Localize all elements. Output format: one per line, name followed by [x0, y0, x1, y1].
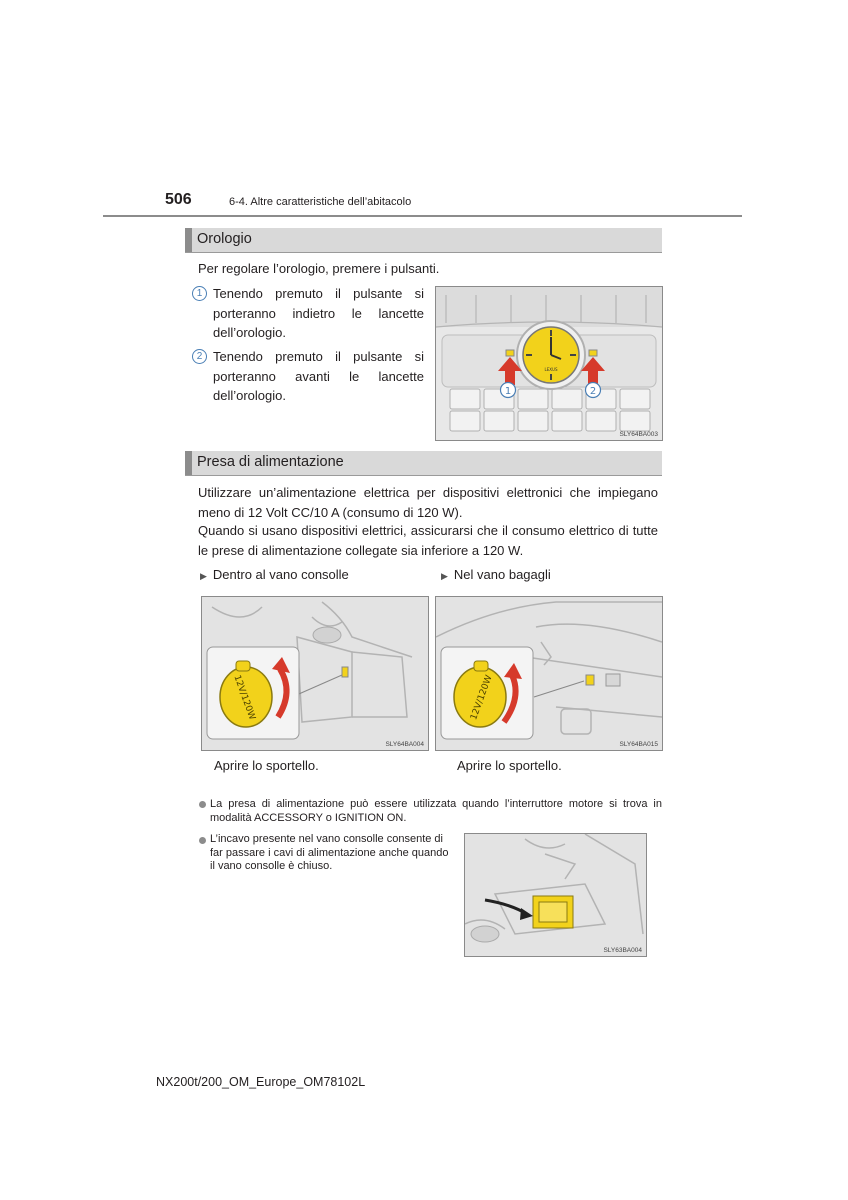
step-1-text: Tenendo premuto il pulsante si porteranno indietro le lancette dell’orologio.	[213, 286, 424, 340]
note-1: La presa di alimentazione può essere utilizzata quando l’interruttore motore si trova in modalità ACCESSORY o IGNITION ON.	[210, 798, 662, 824]
step-2-number: 2	[192, 349, 207, 364]
luggage-outlet-illustration	[436, 597, 662, 750]
step-2-text: Tenendo premuto il pulsante si porteranno avanti le lancette dell’orologio.	[213, 349, 424, 403]
luggage-outlet-figure	[435, 596, 663, 751]
clock-figure	[435, 286, 663, 441]
footer-doc-code: NX200t/200_OM_Europe_OM78102L	[156, 1075, 366, 1089]
step-1-number: 1	[192, 286, 207, 301]
power-paragraph-1: Utilizzare un’alimentazione elettrica per dispositivi elettronici che impiegano meno di 12 Volt CC/10 A (consumo di 120 W).	[198, 485, 658, 520]
sub-label-console	[200, 567, 349, 582]
note-2: L’incavo presente nel vano consolle consente di far passare i cavi di alimentazione anche quando il vano consolle è chiuso.	[210, 833, 449, 872]
console-cable-slot-illustration	[465, 834, 646, 956]
header-divider	[103, 215, 742, 217]
triangle-bullet-icon: ▶	[200, 571, 207, 581]
section-heading-power	[185, 451, 662, 476]
figure-code: SLY64BA015	[619, 741, 658, 748]
note-bullet-icon	[199, 837, 206, 844]
console-outlet-figure	[201, 596, 429, 751]
caption-luggage: Aprire lo sportello.	[457, 758, 562, 773]
triangle-bullet-icon: ▶	[441, 571, 448, 581]
heading-bar	[185, 451, 192, 475]
sub-label-luggage	[441, 567, 551, 582]
section-breadcrumb: 6-4. Altre caratteristiche dell’abitacolo	[229, 196, 412, 208]
sub-label-console-text: Dentro al vano consolle	[212, 567, 349, 582]
outlet-cap-label: 12V/120W	[231, 674, 257, 722]
section-heading-clock	[185, 228, 662, 253]
figure-callout-1: 1	[504, 386, 512, 397]
clock-logo: LEXUS	[544, 367, 558, 372]
figure-code: SLY63BA004	[603, 947, 642, 954]
figure-code: SLY64BA003	[619, 431, 658, 438]
console-cable-slot-figure	[464, 833, 647, 957]
note-bullet-icon	[199, 801, 206, 808]
caption-console: Aprire lo sportello.	[214, 758, 319, 773]
clock-illustration	[436, 287, 662, 440]
clock-intro: Per regolare l’orologio, premere i pulsanti.	[198, 261, 440, 276]
console-outlet-illustration	[202, 597, 428, 750]
outlet-cap-label: 12V/120W	[469, 674, 495, 722]
sub-label-luggage-text: Nel vano bagagli	[453, 567, 551, 582]
power-paragraph-2: Quando si usano dispositivi elettrici, assicurarsi che il consumo elettrico di tutte le prese di alimentazione collegate sia inferiore a 120 W.	[198, 523, 658, 558]
page-number: 506	[165, 191, 192, 208]
figure-code: SLY64BA004	[385, 741, 424, 748]
heading-bar	[185, 228, 192, 252]
section-title-clock: Orologio	[197, 231, 252, 247]
section-title-power: Presa di alimentazione	[197, 454, 344, 470]
figure-callout-2: 2	[589, 386, 597, 397]
